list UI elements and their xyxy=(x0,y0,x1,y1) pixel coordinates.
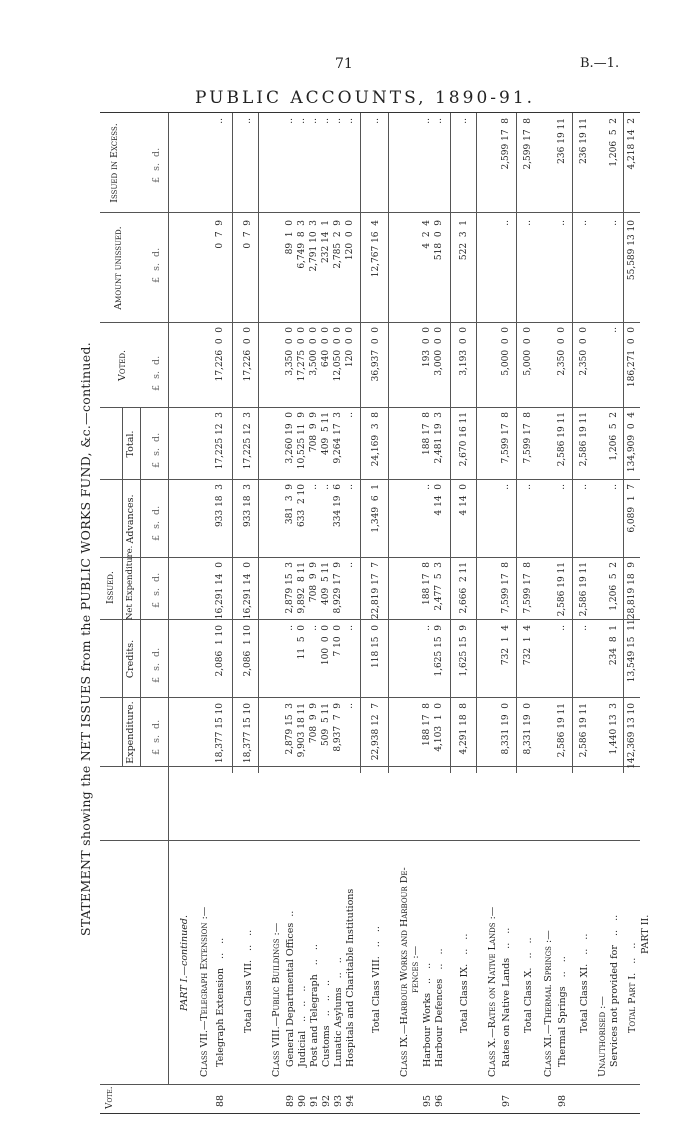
cell-net: 2,586 19 11 xyxy=(557,562,567,617)
cell-net: 16,291 14 0 xyxy=(215,562,225,620)
col-advances: Advances. xyxy=(125,494,136,544)
class-heading: Class XI.—Thermal Springs :— xyxy=(543,930,554,1077)
class-heading: fences :— xyxy=(410,945,421,993)
cell-excess: .. xyxy=(309,118,319,124)
table-figures xyxy=(80,114,640,1114)
cell-excess: 236 19 11 xyxy=(557,118,567,164)
statement-caption: STATEMENT showing the NET ISSUES from the PUBLIC WORKS FUND, &c.—continued. xyxy=(78,341,93,937)
cell-adv: .. xyxy=(501,484,511,490)
part1-heading: PART I.—continued. xyxy=(179,915,190,1011)
row-label: Hospitals and Charitable Institutions xyxy=(345,888,356,1067)
cell-voted: 3,350 0 0 xyxy=(285,327,295,376)
cell-unissued: .. xyxy=(579,220,589,226)
cell-cred: .. xyxy=(579,625,589,631)
row-label: General Departmental Offices .. xyxy=(285,910,296,1067)
lsd-label: £ s. d. xyxy=(151,647,162,683)
vote-number: 95 xyxy=(422,1094,433,1107)
cell-exp: 22,938 12 7 xyxy=(371,703,381,761)
cell-exp: 9,903 18 11 xyxy=(297,703,307,758)
cell-tot: 10,525 11 9 xyxy=(297,412,307,470)
cell-net: 7,599 17 8 xyxy=(501,562,511,614)
cell-unissued: .. xyxy=(609,220,619,226)
cell-net: 9,892 8 11 xyxy=(297,562,307,614)
cell-net: 2,586 19 11 xyxy=(579,562,589,617)
cell-adv: .. xyxy=(523,484,533,490)
cell-net: 2,879 15 3 xyxy=(285,562,295,614)
lsd-label: £ s. d. xyxy=(151,572,162,608)
cell-unissued: .. xyxy=(557,220,567,226)
row-label: Harbour Defences .. .. xyxy=(434,948,445,1067)
total-label: Total Class VII. .. .. xyxy=(243,929,254,1033)
cell-voted: 2,350 0 0 xyxy=(579,327,589,376)
row-label: Thermal Springs .. .. xyxy=(557,956,568,1067)
class-heading: Unauthorised :— xyxy=(597,996,608,1077)
cell-unissued: .. xyxy=(523,220,533,226)
cell-net: 708 9 9 xyxy=(309,562,319,603)
cell-tot: 9,264 17 3 xyxy=(333,412,343,464)
cell-voted: 2,350 0 0 xyxy=(557,327,567,376)
cell-exp: .. xyxy=(345,703,355,709)
total-label: Total Part I. .. .. xyxy=(627,942,638,1033)
cell-cred: 11 5 0 xyxy=(297,625,307,660)
cell-net: 409 5 11 xyxy=(321,562,331,605)
cell-tot: 134,909 0 4 xyxy=(627,412,637,473)
cell-adv: 1,349 6 1 xyxy=(371,484,381,533)
cell-net: 128,819 18 9 xyxy=(627,562,637,625)
cell-cred: .. xyxy=(345,625,355,631)
cell-voted: 5,000 0 0 xyxy=(523,327,533,376)
cell-adv: 334 19 6 xyxy=(333,484,343,527)
total-label: Total Class X. .. .. xyxy=(523,937,534,1033)
cell-exp: 509 5 11 xyxy=(321,703,331,746)
cell-unissued: 89 1 0 xyxy=(285,220,295,255)
cell-voted: 3,000 0 0 xyxy=(434,327,444,376)
lsd-label: £ s. d. xyxy=(151,247,162,283)
cell-cred: 732 1 4 xyxy=(501,625,511,666)
cell-cred: 118 15 0 xyxy=(371,625,381,668)
cell-unissued: 518 0 9 xyxy=(434,220,444,261)
total-label: Total Class XI. .. .. xyxy=(579,933,590,1033)
cell-voted: 3,193 0 0 xyxy=(459,327,469,376)
cell-unissued: 12,767 16 4 xyxy=(371,220,381,278)
cell-excess: 2,599 17 8 xyxy=(523,118,533,170)
col-net-expenditure: Net Expenditure. xyxy=(125,545,135,620)
cell-tot: 17,225 12 3 xyxy=(215,412,225,470)
col-voted: Voted. xyxy=(117,350,128,382)
row-label: Rates on Native Lands .. .. xyxy=(501,927,512,1067)
cell-net: 188 17 8 xyxy=(422,562,432,605)
cell-voted: 120 0 0 xyxy=(345,327,355,368)
cell-voted: 193 0 0 xyxy=(422,327,432,368)
class-heading: Class VIII.—Public Buildings :— xyxy=(271,922,282,1077)
cell-excess: .. xyxy=(434,118,444,124)
cell-exp: 2,879 15 3 xyxy=(285,703,295,755)
col-total: Total. xyxy=(125,430,136,458)
col-amount-unissued: Amount unissued. xyxy=(113,226,124,310)
cell-excess: .. xyxy=(215,118,225,124)
page-title: PUBLIC ACCOUNTS, 1890-91. xyxy=(195,88,536,108)
page-number: 71 xyxy=(335,56,353,72)
cell-adv: .. xyxy=(557,484,567,490)
lsd-label: £ s. d. xyxy=(151,505,162,541)
lsd-label: £ s. d. xyxy=(151,719,162,755)
cell-exp: 142,369 13 10 xyxy=(627,703,637,769)
col-expenditure: Expenditure. xyxy=(125,701,136,764)
cell-voted: 640 0 0 xyxy=(321,327,331,368)
cell-tot: 2,586 19 11 xyxy=(557,412,567,467)
cell-excess: .. xyxy=(321,118,331,124)
cell-voted: 12,050 0 0 xyxy=(333,327,343,382)
cell-adv: 4 14 0 xyxy=(434,484,444,516)
cell-net: 7,599 17 8 xyxy=(523,562,533,614)
cell-cred: 7 10 0 xyxy=(333,625,343,657)
col-credits: Credits. xyxy=(125,639,136,679)
col-issued: Issued. xyxy=(105,571,116,604)
cell-exp: 18,377 15 10 xyxy=(215,703,225,764)
cell-tot: 17,225 12 3 xyxy=(243,412,253,470)
col-issued-in-excess: Issued in Excess. xyxy=(109,123,120,203)
cell-exp: 8,331 19 0 xyxy=(501,703,511,755)
cell-exp: 1,440 13 3 xyxy=(609,703,619,755)
cell-excess: 2,599 17 8 xyxy=(501,118,511,170)
class-heading: Class IX.—Harbour Works and Harbour De- xyxy=(399,867,410,1077)
cell-voted: 36,937 0 0 xyxy=(371,327,381,382)
row-label: Post and Telegraph .. .. xyxy=(309,944,320,1067)
cell-tot: 2,481 19 3 xyxy=(434,412,444,464)
cell-adv: .. xyxy=(309,484,319,490)
cell-cred: 732 1 4 xyxy=(523,625,533,666)
cell-cred: .. xyxy=(422,625,432,631)
cell-voted: 17,275 0 0 xyxy=(297,327,307,382)
cell-tot: 24,169 3 8 xyxy=(371,412,381,467)
cell-tot: 7,599 17 8 xyxy=(523,412,533,464)
cell-excess: .. xyxy=(333,118,343,124)
row-label: Lunatic Asylums .. .. xyxy=(333,957,344,1067)
cell-adv: 633 2 10 xyxy=(297,484,307,527)
document-reference: B.—1. xyxy=(580,56,620,71)
cell-excess: .. xyxy=(459,118,469,124)
cell-adv: 4 14 0 xyxy=(459,484,469,516)
cell-unissued: 0 7 9 xyxy=(243,220,253,249)
cell-voted: .. xyxy=(609,327,619,333)
cell-unissued: 4 2 4 xyxy=(422,220,432,249)
cell-voted: 17,226 0 0 xyxy=(243,327,253,382)
cell-cred: .. xyxy=(309,625,319,631)
part2-heading: PART II. xyxy=(640,914,651,954)
cell-excess: .. xyxy=(285,118,295,124)
cell-adv: .. xyxy=(321,484,331,490)
cell-unissued: 0 7 9 xyxy=(215,220,225,249)
cell-exp: 4,103 1 0 xyxy=(434,703,444,752)
cell-tot: 1,206 5 2 xyxy=(609,412,619,461)
cell-cred: 1,625 15 9 xyxy=(459,625,469,677)
cell-cred: 2,086 1 10 xyxy=(243,625,253,677)
class-heading: Class X.—Rates on Native Lands :— xyxy=(487,906,498,1077)
cell-unissued: 2,791 10 3 xyxy=(309,220,319,272)
cell-cred: 100 0 0 xyxy=(321,625,331,666)
cell-excess: .. xyxy=(422,118,432,124)
cell-cred: .. xyxy=(285,625,295,631)
row-label: Telegraph Extension .. .. xyxy=(215,937,226,1067)
cell-unissued: 120 0 0 xyxy=(345,220,355,261)
col-vote: Vote. xyxy=(105,1086,115,1109)
lsd-label: £ s. d. xyxy=(151,147,162,183)
cell-adv: 6,089 1 7 xyxy=(627,484,637,533)
vote-number: 97 xyxy=(501,1094,512,1107)
cell-tot: 708 9 9 xyxy=(309,412,319,453)
cell-tot: 2,670 16 11 xyxy=(459,412,469,467)
lsd-label: £ s. d. xyxy=(151,355,162,391)
vote-number: 88 xyxy=(215,1094,226,1107)
cell-tot: 2,586 19 11 xyxy=(579,412,589,467)
cell-unissued: 6,749 8 3 xyxy=(297,220,307,269)
vote-number: 92 xyxy=(321,1094,332,1107)
cell-adv: 933 18 3 xyxy=(243,484,253,527)
cell-tot: 3,260 19 0 xyxy=(285,412,295,464)
vote-number: 90 xyxy=(297,1094,308,1107)
cell-tot: .. xyxy=(345,412,355,418)
cell-net: 22,819 17 7 xyxy=(371,562,381,620)
cell-unissued: 522 3 1 xyxy=(459,220,469,261)
vote-number: 93 xyxy=(333,1094,344,1107)
cell-net: 1,206 5 2 xyxy=(609,562,619,611)
cell-excess: .. xyxy=(345,118,355,124)
total-label: Total Class VIII. .. .. xyxy=(371,926,382,1033)
total-label: Total Class IX. .. .. xyxy=(459,933,470,1033)
cell-cred: 13,549 15 1 xyxy=(627,625,637,683)
cell-unissued: 2,785 2 9 xyxy=(333,220,343,269)
cell-excess: .. xyxy=(243,118,253,124)
cell-unissued: 55,589 13 10 xyxy=(627,220,637,281)
cell-exp: 4,291 18 8 xyxy=(459,703,469,755)
vote-number: 96 xyxy=(434,1094,445,1107)
cell-net: 16,291 14 0 xyxy=(243,562,253,620)
cell-adv: .. xyxy=(609,484,619,490)
cell-exp: 2,586 19 11 xyxy=(557,703,567,758)
cell-excess: 236 19 11 xyxy=(579,118,589,164)
cell-exp: 188 17 8 xyxy=(422,703,432,746)
vote-number: 98 xyxy=(557,1094,568,1107)
cell-adv: .. xyxy=(422,484,432,490)
cell-cred: .. xyxy=(557,625,567,631)
cell-net: 2,477 5 3 xyxy=(434,562,444,611)
cell-voted: 186,271 0 0 xyxy=(627,327,637,388)
cell-voted: 5,000 0 0 xyxy=(501,327,511,376)
vote-number: 91 xyxy=(309,1094,320,1107)
cell-exp: 2,586 19 11 xyxy=(579,703,589,758)
class-heading: Class VII.—Telegraph Extension :— xyxy=(199,906,210,1077)
cell-exp: 18,377 15 10 xyxy=(243,703,253,764)
cell-net: 2,666 2 11 xyxy=(459,562,469,614)
cell-exp: 708 9 9 xyxy=(309,703,319,744)
cell-excess: 4,218 14 2 xyxy=(627,118,637,170)
vote-number: 94 xyxy=(345,1094,356,1107)
cell-cred: 1,625 15 9 xyxy=(434,625,444,677)
cell-unissued: .. xyxy=(501,220,511,226)
cell-adv: .. xyxy=(345,484,355,490)
cell-voted: 17,226 0 0 xyxy=(215,327,225,382)
cell-excess: 1,206 5 2 xyxy=(609,118,619,167)
row-label: Customs .. .. .. xyxy=(321,980,332,1067)
cell-tot: 188 17 8 xyxy=(422,412,432,455)
row-label: Services not provided for .. .. xyxy=(609,914,620,1067)
cell-voted: 3,500 0 0 xyxy=(309,327,319,376)
cell-net: .. xyxy=(345,562,355,568)
cell-excess: .. xyxy=(297,118,307,124)
row-label: Judicial .. .. .. xyxy=(297,985,308,1067)
vote-number: 89 xyxy=(285,1094,296,1107)
cell-tot: 409 5 11 xyxy=(321,412,331,455)
cell-adv: 381 3 9 xyxy=(285,484,295,525)
cell-excess: .. xyxy=(371,118,381,124)
cell-adv: 933 18 3 xyxy=(215,484,225,527)
cell-adv: .. xyxy=(579,484,589,490)
cell-exp: 8,937 7 9 xyxy=(333,703,343,752)
cell-tot: 7,599 17 8 xyxy=(501,412,511,464)
row-label: Harbour Works .. .. xyxy=(422,962,433,1067)
lsd-label: £ s. d. xyxy=(151,432,162,468)
cell-cred: 234 8 1 xyxy=(609,625,619,666)
cell-exp: 8,331 19 0 xyxy=(523,703,533,755)
cell-net: 8,929 17 9 xyxy=(333,562,343,614)
cell-unissued: 232 14 1 xyxy=(321,220,331,263)
cell-cred: 2,086 1 10 xyxy=(215,625,225,677)
